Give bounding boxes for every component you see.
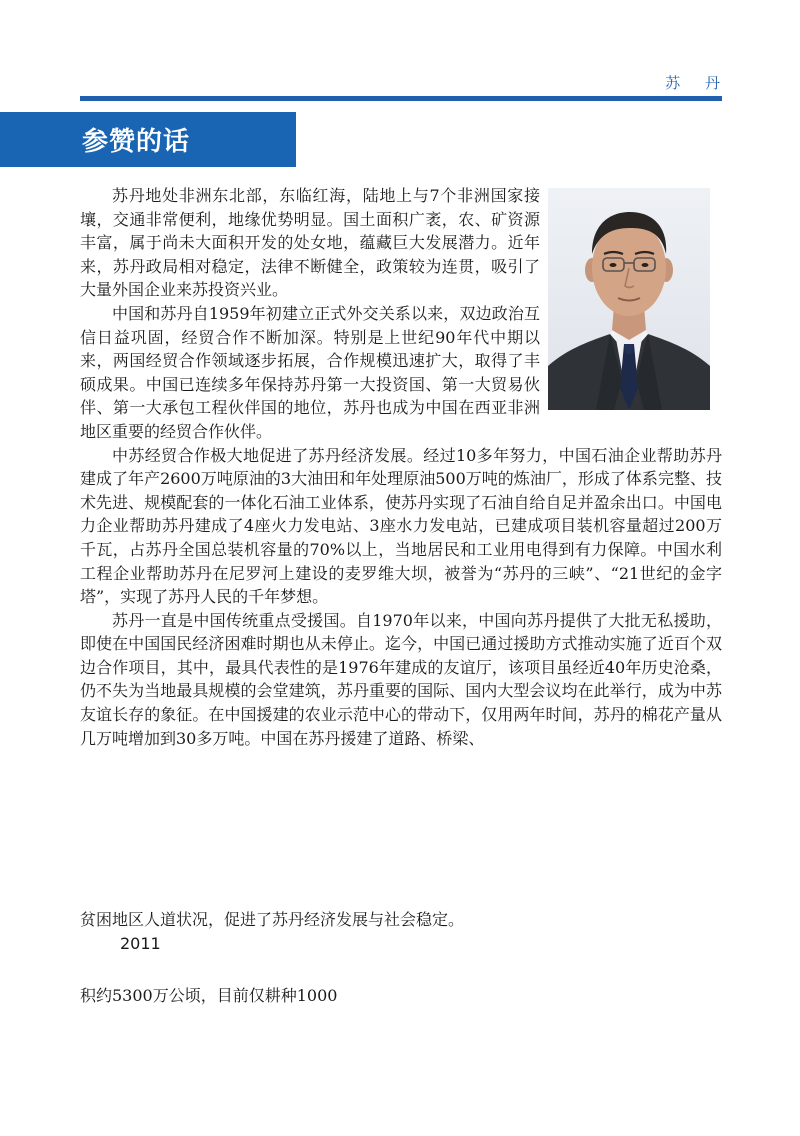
header-divider xyxy=(80,96,722,101)
paragraph-3: 中苏经贸合作极大地促进了苏丹经济发展。经过10多年努力，中国石油企业帮助苏丹建成了年产2600万吨原油的3大油田和年处理原油500万吨的炼油厂，形成了体系完整、技术先进、规模配套的一体化石油工业体系，使苏丹实现了石油自给自足并盈余出口。中国电力企业帮助苏丹建成了4座火力发电站、3座水力发电站，已建成项目装机容量超过200万千瓦，占苏丹全国总装机容量的70%以上，当地居民和工业用电得到有力保障。中国水利工程企业帮助苏丹在尼罗河上建设的麦罗维大坝，被誉为“苏丹的三峡”、“21世纪的金字塔”，实现了苏丹人民的千年梦想。 xyxy=(80,445,722,607)
fragment-line-2: 2011 xyxy=(120,934,161,953)
foreword-body xyxy=(80,184,722,750)
fragment-line-1: 贫困地区人道状况，促进了苏丹经济发展与社会稳定。 xyxy=(80,910,465,929)
fragment-line-3: 积约5300万公顷，目前仅耕种1000 xyxy=(80,986,338,1005)
section-title-bar xyxy=(0,112,296,167)
header-country-label: 苏 丹 xyxy=(665,74,730,92)
paragraph-4: 苏丹一直是中国传统重点受援国。自1970年以来，中国向苏丹提供了大批无私援助，即使在中国国民经济困难时期也从未停止。迄今，中国已通过援助方式推动实施了近百个双边合作项目，其中，最具代表性的是1976年建成的友谊厅，该项目虽经近40年历史沧桑，仍不失为当地最具规模的会堂建筑，苏丹重要的国际、国内大型会议均在此举行，成为中苏友谊长存的象征。在中国援建的农业示范中心的带动下，仅用两年时间，苏丹的棉花产量从几万吨增加到30多万吨。中国在苏丹援建了道路、桥梁、 xyxy=(80,610,722,748)
section-title: 参赞的话 xyxy=(82,127,191,157)
paragraph-1: 苏丹地处非洲东北部，东临红海，陆地上与7个非洲国家接壤，交通非常便利，地缘优势明显。国土面积广袤，农、矿资源丰富，属于尚未大面积开发的处女地，蕴藏巨大发展潜力。近年来，苏丹政局相对稳定，法律不断健全，政策较为连贯，吸引了大量外国企业来苏投资兴业。 xyxy=(80,186,540,300)
photo-text-wrap-spacer xyxy=(540,184,722,408)
paragraph-2: 中国和苏丹自1959年初建立正式外交关系以来，双边政治互信日益巩固，经贸合作不断加深。特别是上世纪90年代中期以来，两国经贸合作领域逐步拓展，合作规模迅速扩大，取得了丰硕成果。中国已连续多年保持苏丹第一大投资国、第一大贸易伙伴、第一大承包工程伙伴国的地位，苏丹也成为中国在西亚非洲地区重要的经贸合作伙伴。 xyxy=(80,303,540,441)
